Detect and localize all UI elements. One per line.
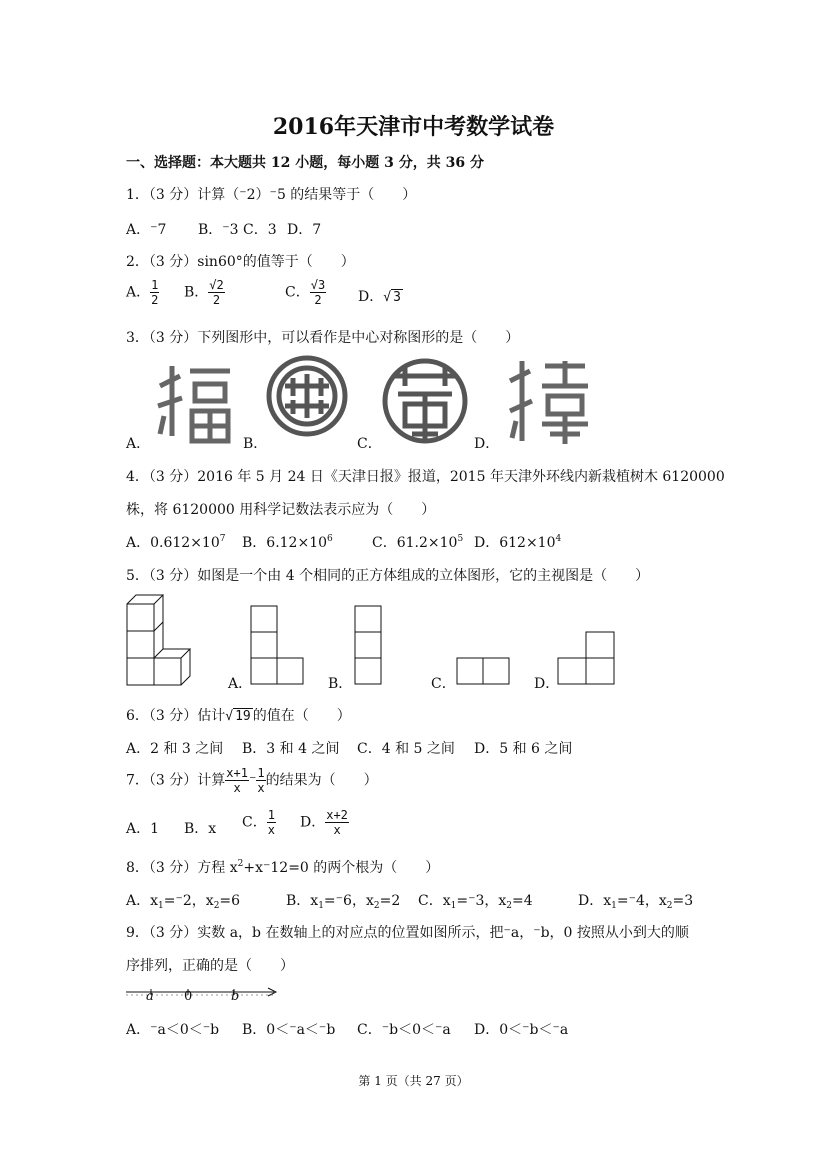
q7-option-a: A．1 xyxy=(126,821,160,837)
page-title: 2016年天津市中考数学试卷 xyxy=(272,114,555,140)
q5-option-a: A． xyxy=(228,676,253,692)
axis-label-zero: 0 xyxy=(184,989,193,1004)
q9-stem-line1: 9．（3 分）实数 a，b 在数轴上的对应点的位置如图所示，把⁻a，⁻b，0 按照从小到大的顺 xyxy=(126,925,689,941)
q1-option-b: B．⁻3 xyxy=(198,222,239,238)
q1-stem: 1．（3 分）计算（⁻2）⁻5 的结果等于（ ） xyxy=(126,187,417,203)
q4-option-d: D．$612\times 10^4$ xyxy=(474,534,562,551)
square-root: √ 19 xyxy=(225,709,251,724)
q4-option-c: C．$61.2\times 10^5$ xyxy=(372,534,464,551)
q8-option-c: C．$x_1=^-3$，$x_2=4$ xyxy=(418,893,533,911)
q1-option-a: A．⁻7 xyxy=(126,222,167,238)
q3-stem: 3．（3 分）下列图形中，可以看作是中心对称图形的是（ ） xyxy=(126,330,520,346)
q2-option-c: C． $\frac{√3}{2}$ xyxy=(285,278,326,307)
q9-option-c: C．⁻b＜0＜⁻a xyxy=(357,1022,451,1038)
fraction: $\frac{x+2}{x}$ xyxy=(326,808,348,837)
q6-option-b: B．3 和 4 之间 xyxy=(242,741,340,757)
q8-option-a: A．$x_1=^-2$，$x_2=6$ xyxy=(126,893,241,911)
q5-option-b: B． xyxy=(328,676,353,692)
option-b-view xyxy=(355,606,381,684)
q1-option-c: C．3 xyxy=(243,222,277,238)
option-a-view xyxy=(251,606,303,684)
q7-option-b: B．x xyxy=(184,821,217,837)
q6-option-c: C．4 和 5 之间 xyxy=(357,741,455,757)
q4-option-a: A．$0.612\times 10^7$ xyxy=(126,534,226,551)
q3-option-a: A． xyxy=(126,436,151,452)
option-d-view xyxy=(558,632,614,684)
fraction: $\frac{1}{2}$ xyxy=(151,278,159,307)
q5-option-d: D． xyxy=(534,676,560,692)
q1-option-d: D．7 xyxy=(287,222,322,238)
q4-stem-line2: 株，将 6120000 用科学记数法表示应为（ ） xyxy=(126,502,436,518)
q5-stem: 5．（3 分）如图是一个由 4 个相同的正方体组成的立体图形，它的主视图是（ ） xyxy=(126,568,650,584)
cube-solid-figure xyxy=(127,595,190,685)
shou-seal-icon xyxy=(385,361,465,441)
q3-option-b: B． xyxy=(243,436,268,452)
q2-option-d: D．√ 3 xyxy=(358,289,401,305)
xi-seal-icon xyxy=(510,361,588,444)
q9-option-b: B．0＜⁻a＜⁻b xyxy=(242,1022,336,1038)
fraction: $\frac{√2}{2}$ xyxy=(209,278,224,307)
q3-option-c: C． xyxy=(357,436,382,452)
q6-option-d: D．5 和 6 之间 xyxy=(474,741,573,757)
option-c-view xyxy=(457,658,509,684)
fraction: $\frac{1}{x}$ xyxy=(267,808,275,837)
axis-label-a: a xyxy=(146,989,154,1004)
q2-option-b: B． $\frac{√2}{2}$ xyxy=(184,278,224,307)
fraction: $\frac{1}{x}$ xyxy=(257,766,265,795)
round-seal-icon xyxy=(269,358,345,434)
q9-stem-line2: 序排列，正确的是（ ） xyxy=(126,958,294,974)
q5-option-c: C． xyxy=(431,676,456,692)
q3-option-d: D． xyxy=(474,436,500,452)
q2-stem: 2．（3 分）sin60°的值等于（ ） xyxy=(126,254,355,270)
q6-stem: 6．（3 分）估计√ 19 的值在（ ） xyxy=(126,708,351,724)
q9-option-d: D．0＜⁻b＜⁻a xyxy=(474,1022,569,1038)
section-heading: 一、选择题：本大题共 12 小题，每小题 3 分，共 36 分 xyxy=(126,155,484,171)
q8-stem: 8．（3 分）方程 $x^2+x^-12=0$ 的两个根为（ ） xyxy=(126,859,440,876)
fu-seal-icon xyxy=(158,366,230,441)
page-footer: 第 1 页（共 27 页） xyxy=(358,1074,469,1088)
q6-option-a: A．2 和 3 之间 xyxy=(126,741,224,757)
q9-option-a: A．⁻a＜0＜⁻b xyxy=(126,1022,220,1038)
q7-option-d: D． $\frac{x+2}{x}$ xyxy=(300,808,348,837)
q4-stem-line1: 4．（3 分）2016 年 5 月 24 日《天津日报》报道，2015 年天津外环线内新栽植树木 6120000 xyxy=(126,469,725,485)
q7-stem: 7．（3 分）计算 $\frac{x+1}{x}$ ⁻ $\frac{1}{x}$ 的结果为（ ） xyxy=(126,766,378,795)
fraction: $\frac{x+1}{x}$ xyxy=(226,766,248,795)
q2-option-a: A． $\frac{1}{2}$ xyxy=(126,278,159,307)
q4-option-b: B．$6.12\times 10^6$ xyxy=(242,534,333,551)
q7-option-c: C． $\frac{1}{x}$ xyxy=(242,808,275,837)
q8-option-d: D．$x_1=^-4$，$x_2=3$ xyxy=(578,893,694,911)
square-root: √ 3 xyxy=(383,290,401,305)
fraction: $\frac{√3}{2}$ xyxy=(310,278,326,307)
q8-option-b: B．$x_1=^-6$，$x_2=2$ xyxy=(286,893,401,911)
axis-label-b: b xyxy=(231,989,240,1004)
